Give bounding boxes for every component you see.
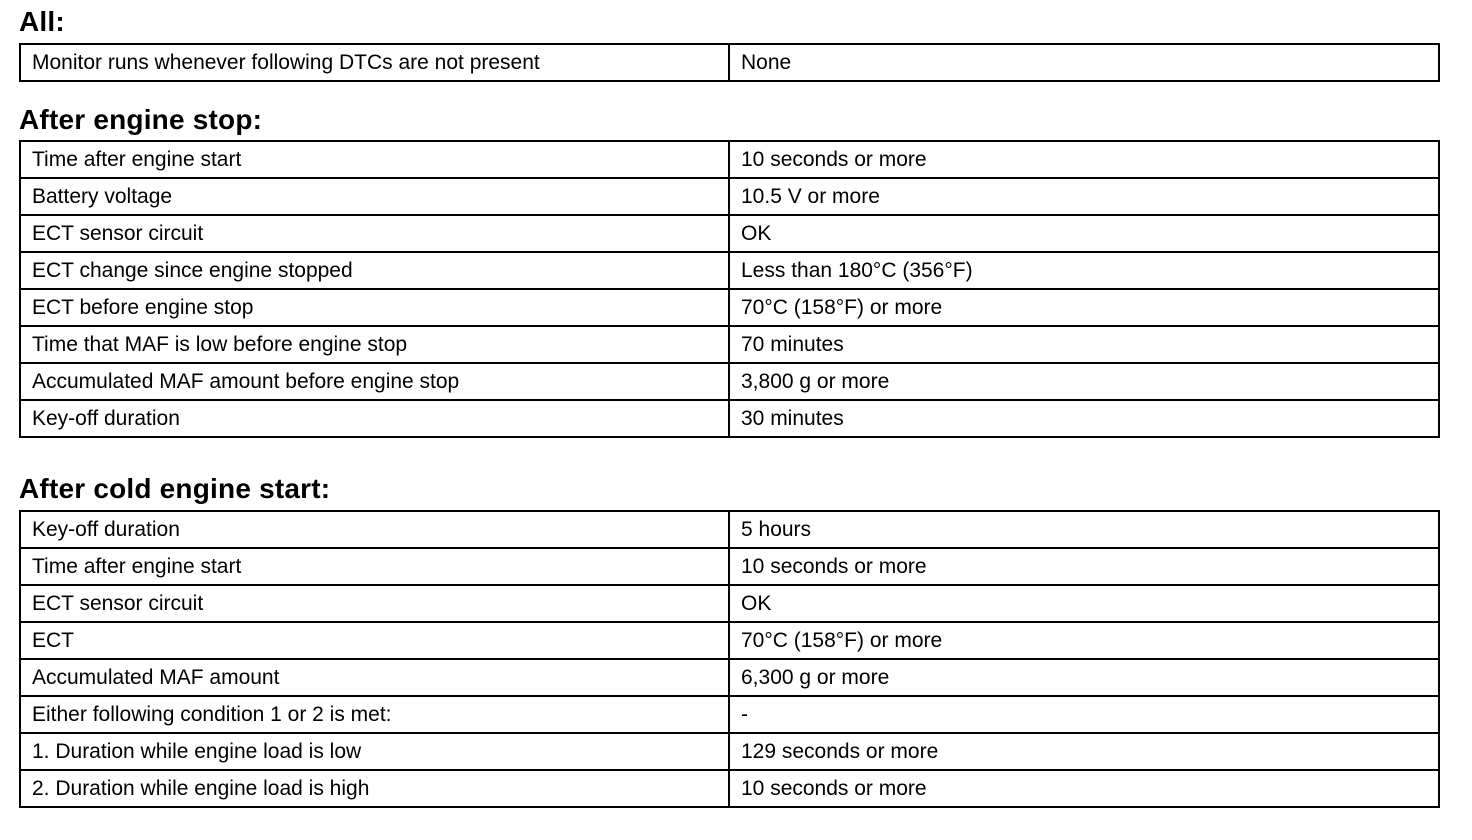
section-heading-after-cold-engine-start: After cold engine start: [19,473,331,504]
conditions-table-all [19,43,1440,82]
parameter-cell: ECT sensor circuit [20,215,729,252]
table-row [20,326,1439,363]
conditions-table-after-engine-stop [19,140,1440,438]
parameter-cell: Battery voltage [20,178,729,215]
parameter-cell: ECT [20,622,729,659]
table-row [20,770,1439,807]
value-cell: - [729,696,1439,733]
value-cell: 70 minutes [729,326,1439,363]
value-cell: 129 seconds or more [729,733,1439,770]
value-cell: OK [729,585,1439,622]
table-row [20,252,1439,289]
parameter-cell: Time after engine start [20,141,729,178]
parameter-cell: Key-off duration [20,511,729,548]
table-row [20,696,1439,733]
parameter-cell: Monitor runs whenever following DTCs are not present [20,44,729,81]
table-row [20,178,1439,215]
value-cell: None [729,44,1439,81]
parameter-cell: ECT sensor circuit [20,585,729,622]
value-cell: 70°C (158°F) or more [729,289,1439,326]
section-heading-after-engine-stop: After engine stop: [19,104,263,135]
table-row [20,659,1439,696]
value-cell: 10 seconds or more [729,548,1439,585]
value-cell: 10.5 V or more [729,178,1439,215]
table-row [20,733,1439,770]
table-row [20,511,1439,548]
value-cell: Less than 180°C (356°F) [729,252,1439,289]
table-row [20,363,1439,400]
table-row [20,548,1439,585]
table-row [20,400,1439,437]
parameter-cell: Either following condition 1 or 2 is met: [20,696,729,733]
value-cell: 6,300 g or more [729,659,1439,696]
parameter-cell: ECT change since engine stopped [20,252,729,289]
value-cell: 70°C (158°F) or more [729,622,1439,659]
value-cell: 3,800 g or more [729,363,1439,400]
parameter-cell: Accumulated MAF amount [20,659,729,696]
parameter-cell: Accumulated MAF amount before engine stop [20,363,729,400]
parameter-cell: Key-off duration [20,400,729,437]
value-cell: 10 seconds or more [729,141,1439,178]
value-cell: 30 minutes [729,400,1439,437]
parameter-cell: ECT before engine stop [20,289,729,326]
parameter-cell: Time that MAF is low before engine stop [20,326,729,363]
conditions-table-after-cold-engine-start [19,510,1440,808]
table-row [20,44,1439,81]
table-row [20,622,1439,659]
value-cell: OK [729,215,1439,252]
table-row [20,141,1439,178]
value-cell: 5 hours [729,511,1439,548]
table-row [20,289,1439,326]
value-cell: 10 seconds or more [729,770,1439,807]
parameter-cell: 2. Duration while engine load is high [20,770,729,807]
table-row [20,585,1439,622]
parameter-cell: 1. Duration while engine load is low [20,733,729,770]
section-heading-all: All: [19,6,65,37]
table-row [20,215,1439,252]
parameter-cell: Time after engine start [20,548,729,585]
